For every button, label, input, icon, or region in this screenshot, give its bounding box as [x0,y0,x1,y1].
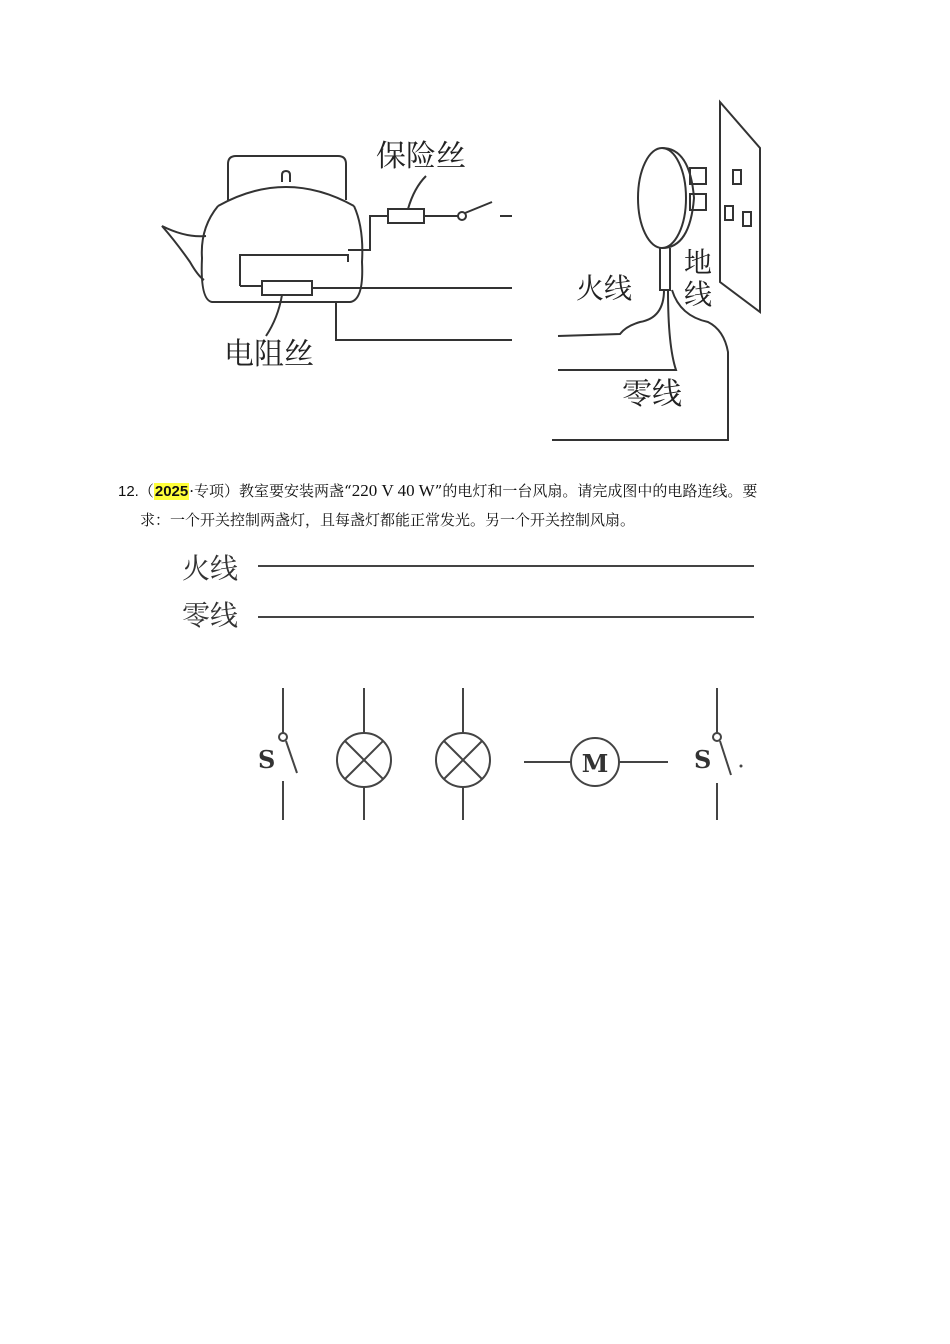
question-text-b: ”的电灯和一台风扇。请完成图中的电路连线。要 [434,482,758,500]
kettle-switch-contact [458,212,466,220]
question-text-a: 教室要安装两盏“ [239,482,352,500]
ground-cord [552,290,728,440]
neutral-label: 零线 [622,377,682,412]
kettle-knob [282,171,290,182]
open-paren: （ [138,482,154,500]
year-highlight: 2025 [154,483,189,500]
switch-1-label: S [258,745,276,774]
motor-label: M [581,749,609,778]
question-line-1 [118,476,848,506]
fuse-element [388,209,424,223]
motor-fan [524,738,668,786]
switch-2-label: S [694,745,712,774]
kettle-socket-figure [0,0,950,460]
kettle-spout [162,226,206,280]
fuse-label: 保险丝 [376,139,466,174]
kettle-lid [218,187,354,206]
resistor-label: 电阻丝 [224,337,314,372]
question-number: 12. [118,483,139,500]
plug-head [638,148,686,248]
switch-1 [279,688,297,820]
kettle-switch-blade [465,202,492,213]
lamp-2 [436,688,490,820]
lamp-1 [337,688,391,820]
live-label: 火线 [576,272,633,305]
switch-2 [713,688,731,820]
lamp-spec: 220 V 40 W [351,481,435,500]
resistor-element [262,281,312,295]
question-source: ·专项） [189,482,240,500]
question-12 [118,476,848,535]
neutral-wire-label: 零线 [182,599,239,632]
question-line-2: 求：一个开关控制两盏灯，且每盏灯都能正常发光。另一个开关控制风扇。 [140,511,636,529]
ground-label-1: 地 [684,246,713,279]
live-wire-label: 火线 [182,552,239,585]
ground-label-2: 线 [684,278,713,311]
